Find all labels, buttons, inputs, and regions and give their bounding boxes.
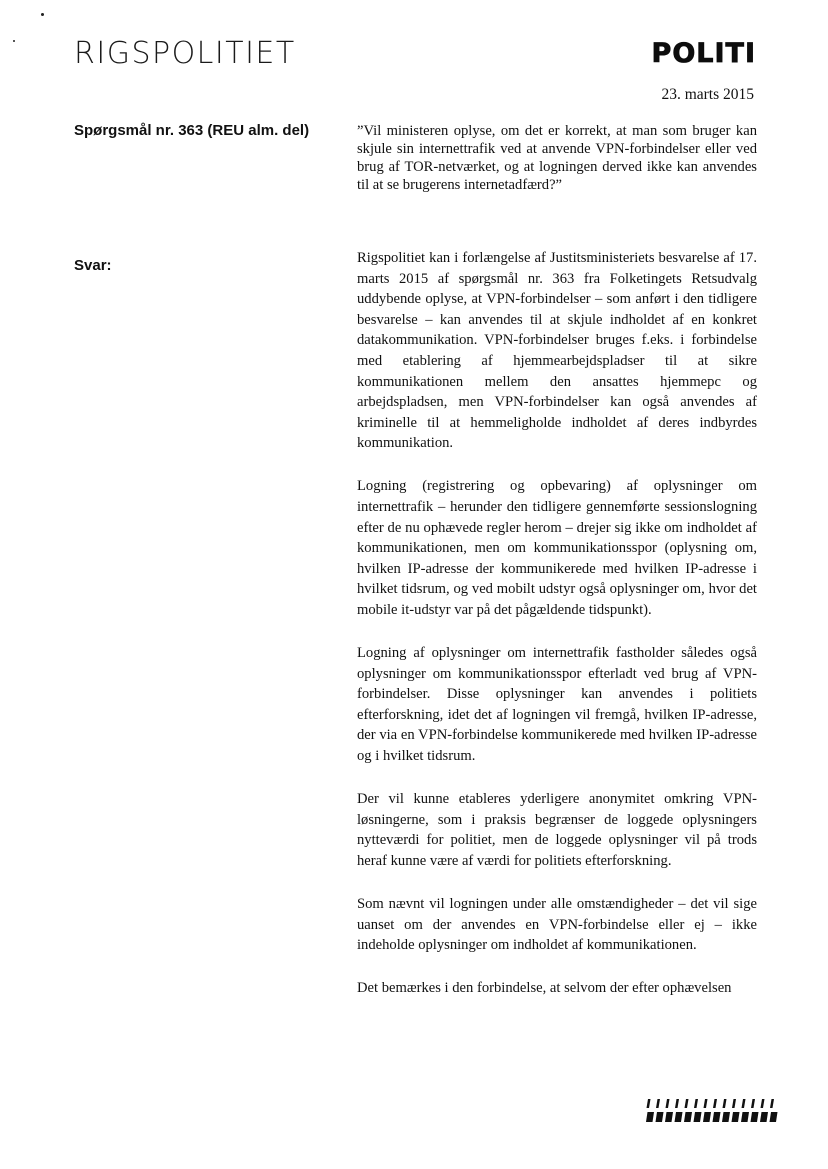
scan-speck	[13, 40, 15, 42]
question-label: Spørgsmål nr. 363 (REU alm. del)	[74, 122, 310, 139]
question-text: ”Vil ministeren oplyse, om det er korrekt, at man som bruger kan skjule sin internettrafik ved at anvende VPN-forbindelser eller ved brug af TOR-netværket, og at logningen derved ikke kan anvendes til at se brugerens internetadfærd?”	[357, 123, 757, 193]
police-checker-band-icon	[645, 1097, 781, 1125]
answer-paragraph: Rigspolitiet kan i forlængelse af Justitsministeriets besvarelse af 17. marts 2015 af spørgsmål nr. 363 fra Folketingets Retsudvalg uddybende oplyse, at VPN-forbindelser – som anført i den tidligere besvarelse – kan anvendes til at skjule indholdet af en konkret datakommunikation. VPN-forbindelser bruges f.eks. i forbindelse med etablering af hjemmearbejdspladser til at sikre kommunikationen mellem den ansattes hjemmepc og arbejdspladsen, men VPN-forbindelser kan også anvendes af kriminelle til at hemmeligholde indholdet af deres indbyrdes kommunikation.	[357, 250, 757, 452]
answer-paragraph: Der vil kunne etableres yderligere anonymitet omkring VPN-løsningerne, som i praksis begrænser de loggede oplysningers nytteværdi for politiet, men de loggede oplysninger vil på trods heraf kunne være af værdi for politiets efterforskning.	[357, 791, 757, 869]
scan-speck	[41, 13, 44, 16]
document-date: 23. marts 2015	[661, 86, 754, 103]
answer-body	[357, 248, 757, 1021]
answer-paragraph: Logning af oplysninger om internettrafik fastholder således også oplysninger om kommunikationsspor efterladt ved brug af VPN-forbindelser. Disse oplysninger kan anvendes i politiets efterforskning, idet det af logningen vil fremgå, hvilken IP-adresse, der via en VPN-forbindelse kommunikerede med hvilken IP-adresse og i hvilket tidsrum.	[357, 645, 757, 765]
answer-paragraph: Som nævnt vil logningen under alle omstændigheder – det vil sige uanset om der anvendes en VPN-forbindelse eller ej – ikke indeholde oplysninger om indholdet af kommunikationen.	[357, 896, 757, 954]
politi-logo: POLITI	[651, 38, 756, 69]
organization-name: RIGSPOLITIET	[74, 36, 296, 71]
answer-paragraph: Det bemærkes i den forbindelse, at selvom der efter ophævelsen	[357, 980, 732, 997]
answer-label: Svar:	[74, 257, 112, 274]
answer-paragraph: Logning (registrering og opbevaring) af oplysninger om internettrafik – herunder den tidligere gennemførte sessionslogning efter de nu ophævede regler herom – drejer sig ikke om indholdet af kommunikationen, men om kommunikationsspor (oplysning om, hvilken IP-adresse der kommunikerede med hvilken IP-adresse i hvilket tidsrum, og ved mobilt udstyr også oplysninger om, hvor det mobile it-udstyr var på det pågældende tidspunkt).	[357, 478, 757, 618]
